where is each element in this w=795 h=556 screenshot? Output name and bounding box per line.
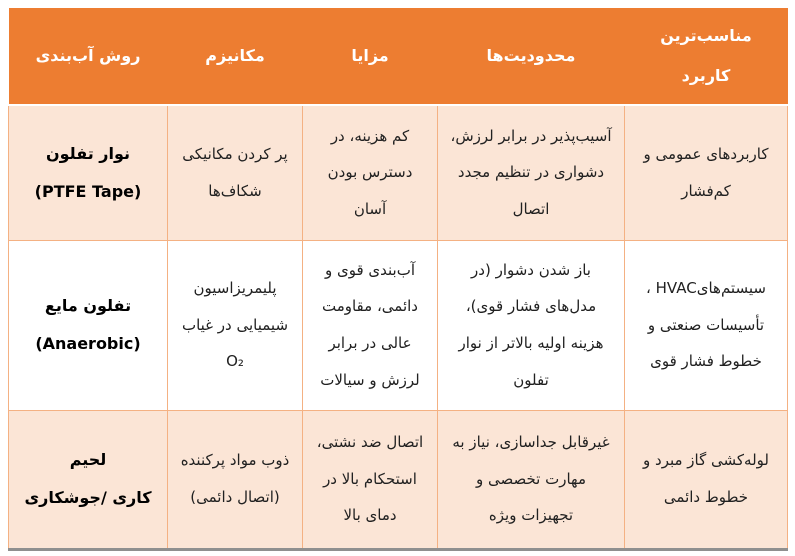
cell-mechanism: پلیمریزاسیون شیمیایی در غیاب O₂ <box>168 240 303 410</box>
cell-limitations: باز شدن دشوار (در مدل‌های فشار قوی)، هزینه اولیه بالاتر از نوار تفلون <box>438 240 625 410</box>
cell-method <box>9 240 168 410</box>
cell-method <box>9 410 168 549</box>
method-name2: کاری /جوشکاری <box>24 488 152 507</box>
cell-mechanism: ذوب مواد پرکننده (اتصال دائمی) <box>168 410 303 549</box>
method-name: تفلون مایع <box>44 296 132 316</box>
header-row <box>9 8 788 105</box>
header-cell-mechanism: مکانیزم <box>168 8 303 105</box>
cell-best-use: لوله‌کشی گاز مبرد و خطوط دائمی <box>625 410 788 549</box>
method-name-latin: (PTFE Tape) <box>34 181 142 201</box>
cell-method <box>9 105 168 240</box>
table-row-soldering-welding <box>9 410 788 549</box>
sealing-methods-table <box>8 8 788 551</box>
header-cell-best-use: مناسب‌ترین کاربرد <box>625 8 788 105</box>
cell-advantages: آب‌بندی قوی و دائمی، مقاومت عالی در برابر لرزش و سیالات <box>303 240 438 410</box>
method-name: نوار تفلون <box>45 144 131 164</box>
cell-best-use: سیستم‌هایHVAC ، تأسیسات صنعتی و خطوط فشار قوی <box>625 240 788 410</box>
header-cell-method: روش آب‌بندی <box>9 8 168 105</box>
table-row-ptfe-tape <box>9 105 788 240</box>
cell-mechanism: پر کردن مکانیکی شکاف‌ها <box>168 105 303 240</box>
cell-advantages: اتصال ضد نشتی، استحکام بالا در دمای بالا <box>303 410 438 549</box>
header-cell-advantages: مزایا <box>303 8 438 105</box>
method-name-latin: (Anaerobic) <box>35 334 141 353</box>
cell-best-use: کاربردهای عمومی و کم‌فشار <box>625 105 788 240</box>
cell-advantages: کم هزینه، در دسترس بودن آسان <box>303 105 438 240</box>
header-cell-limitations: محدودیت‌ها <box>438 8 625 105</box>
cell-limitations: آسیب‌پذیر در برابر لرزش، دشواری در تنظیم مجدد اتصال <box>438 105 625 240</box>
cell-limitations: غیرقابل جداسازی، نیاز به مهارت تخصصی و تجهیزات ویژه <box>438 410 625 549</box>
table-row-anaerobic <box>9 240 788 410</box>
method-name: لحیم <box>69 450 107 470</box>
